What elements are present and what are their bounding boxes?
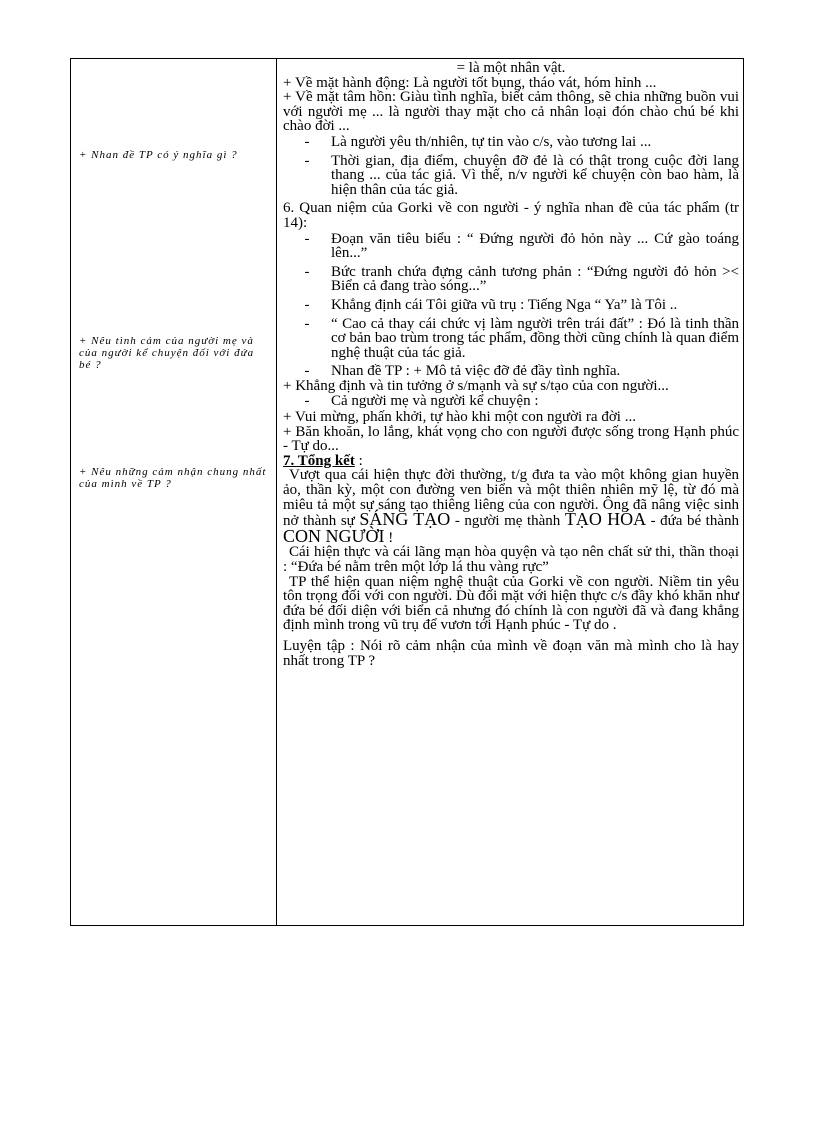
dash-marker: -	[304, 230, 310, 247]
content-column	[283, 61, 739, 668]
dash-item	[283, 154, 739, 198]
lesson-table	[70, 58, 744, 926]
dash-marker: -	[304, 393, 310, 410]
dash-marker: -	[304, 315, 310, 332]
summary-paragraph-2: Cái hiện thực và cái lãng mạn hòa quyện và tạo nên chất sử thi, thần thoại : “Đứa bé nằm trên một lớp lá thu vàng rực”	[283, 544, 739, 575]
section-heading-7-colon: :	[354, 452, 363, 469]
text-line: + Về mặt tâm hồn: Giàu tình nghĩa, biết cảm thông, sẽ chia những buồn vui với người mẹ ... là người thay mặt cho cả nhân loại đón chào chú bé khi chào đời ...	[283, 89, 739, 135]
dash-item-text: Nhan đề TP : + Mô tả việc đỡ đẻ đầy tình nghĩa.	[331, 363, 621, 380]
dash-item-text: Thời gian, địa điểm, chuyện đỡ đẻ là có thật trong cuộc đời lang thang ... của tác giả. Vì thế, n/v người kể chuyện còn bao hàm, là hiện thân của tác giả.	[331, 152, 739, 198]
section-heading-6: 6. Quan niệm của Gorki về con người - ý nghĩa nhan đề của tác phẩm (tr 14):	[283, 200, 739, 231]
dash-marker: -	[304, 296, 310, 313]
dash-item-text: Khẳng định cái Tôi giữa vũ trụ : Tiếng Nga “ Ya” là Tôi ..	[331, 296, 678, 313]
summary-paragraph-1	[283, 468, 739, 545]
dash-marker: -	[304, 363, 310, 380]
dash-item-text: “ Cao cả thay cái chức vị làm người trên trái đất” : Đó là tinh thần cơ bản bao trùm trong tác phẩm, đồng thời cũng chính là quan điểm nghệ thuật của tác giả.	[331, 315, 739, 361]
dash-item	[283, 265, 739, 294]
summary-text: - người mẹ thành	[454, 513, 561, 530]
dash-item-text: Đoạn văn tiêu biểu : “ Đứng người đỏ hỏn này ... Cứ gào toáng lên...”	[331, 230, 739, 262]
dash-item	[283, 232, 739, 261]
dash-item	[283, 317, 739, 361]
question-impressions: + Nêu những cảm nhận chung nhất của mình về TP ?	[79, 466, 267, 490]
emphasis-tao-hoa: TẠO HÓA	[564, 509, 647, 530]
dash-item	[283, 298, 739, 313]
question-feelings: + Nêu tình cảm của người mẹ và của người kể chuyện đối với đứa bé ?	[79, 335, 255, 371]
text-line: + Khẳng định và tin tưởng ở s/mạnh và sự s/tạo của con người...	[283, 377, 669, 394]
question-title-meaning: + Nhan đề TP có ý nghĩa gì ?	[79, 149, 238, 161]
summary-paragraph-3: TP thể hiện quan niệm nghệ thuật của Gorki về con người. Niềm tin yêu tôn trọng đối với con người. Dù đối mặt với hiện thực c/s đầy khó khăn như đứa bé đối diện với biển cả nhưng đó chính là con người đã và đang khẳng định mình trong vũ trụ để vươn tới Hạnh phúc - Tự do .	[283, 573, 739, 634]
emphasis-sang-tao: SÁNG TẠO	[359, 509, 451, 530]
dash-item-text: Cả người mẹ và người kể chuyện :	[331, 393, 539, 410]
dash-item	[283, 364, 739, 379]
practice-exercise: Luyện tập : Nói rõ cảm nhận của mình về đoạn văn mà mình cho là hay nhất trong TP ?	[283, 637, 739, 669]
dash-item-text: Bức tranh chứa đựng cảnh tương phản : “Đứng người đỏ hỏn >< Biển cả đang trào sóng...”	[331, 263, 739, 295]
dash-item-text: Là người yêu th/nhiên, tự tin vào c/s, vào tương lai ...	[331, 133, 652, 150]
summary-text: Vượt qua cái hiện thực đời thường, t/g đưa ta vào một không gian huyền ảo, thần kỳ, một con đường ven biển và một thiên nhiên mỹ lệ, từ đó mà miêu tả một sự sáng tạo thiêng liêng của con người. Ông đã nâng việc sinh nở thành sự	[283, 467, 739, 530]
section-heading-7-title: 7. Tổng kết	[283, 452, 355, 469]
emphasis-con-nguoi: CON NGƯỜI	[283, 525, 385, 546]
dash-item	[283, 394, 739, 409]
text-line: + Về mặt hành động: Là người tốt bụng, tháo vát, hóm hỉnh ...	[283, 74, 657, 91]
dash-item	[283, 135, 739, 150]
text-line: + Băn khoăn, lo lắng, khát vọng cho con người được sống trong Hạnh phúc - Tự do...	[283, 423, 739, 455]
dash-marker: -	[304, 152, 310, 169]
text-line: = là một nhân vật.	[456, 60, 566, 76]
dash-marker: -	[304, 133, 310, 150]
summary-text: !	[388, 529, 394, 546]
column-divider	[276, 59, 277, 925]
dash-marker: -	[304, 263, 310, 280]
summary-text: - đứa bé thành	[650, 513, 739, 530]
text-line: + Vui mừng, phấn khởi, tự hào khi một con người ra đời ...	[283, 409, 636, 426]
section-heading-7	[283, 454, 739, 469]
